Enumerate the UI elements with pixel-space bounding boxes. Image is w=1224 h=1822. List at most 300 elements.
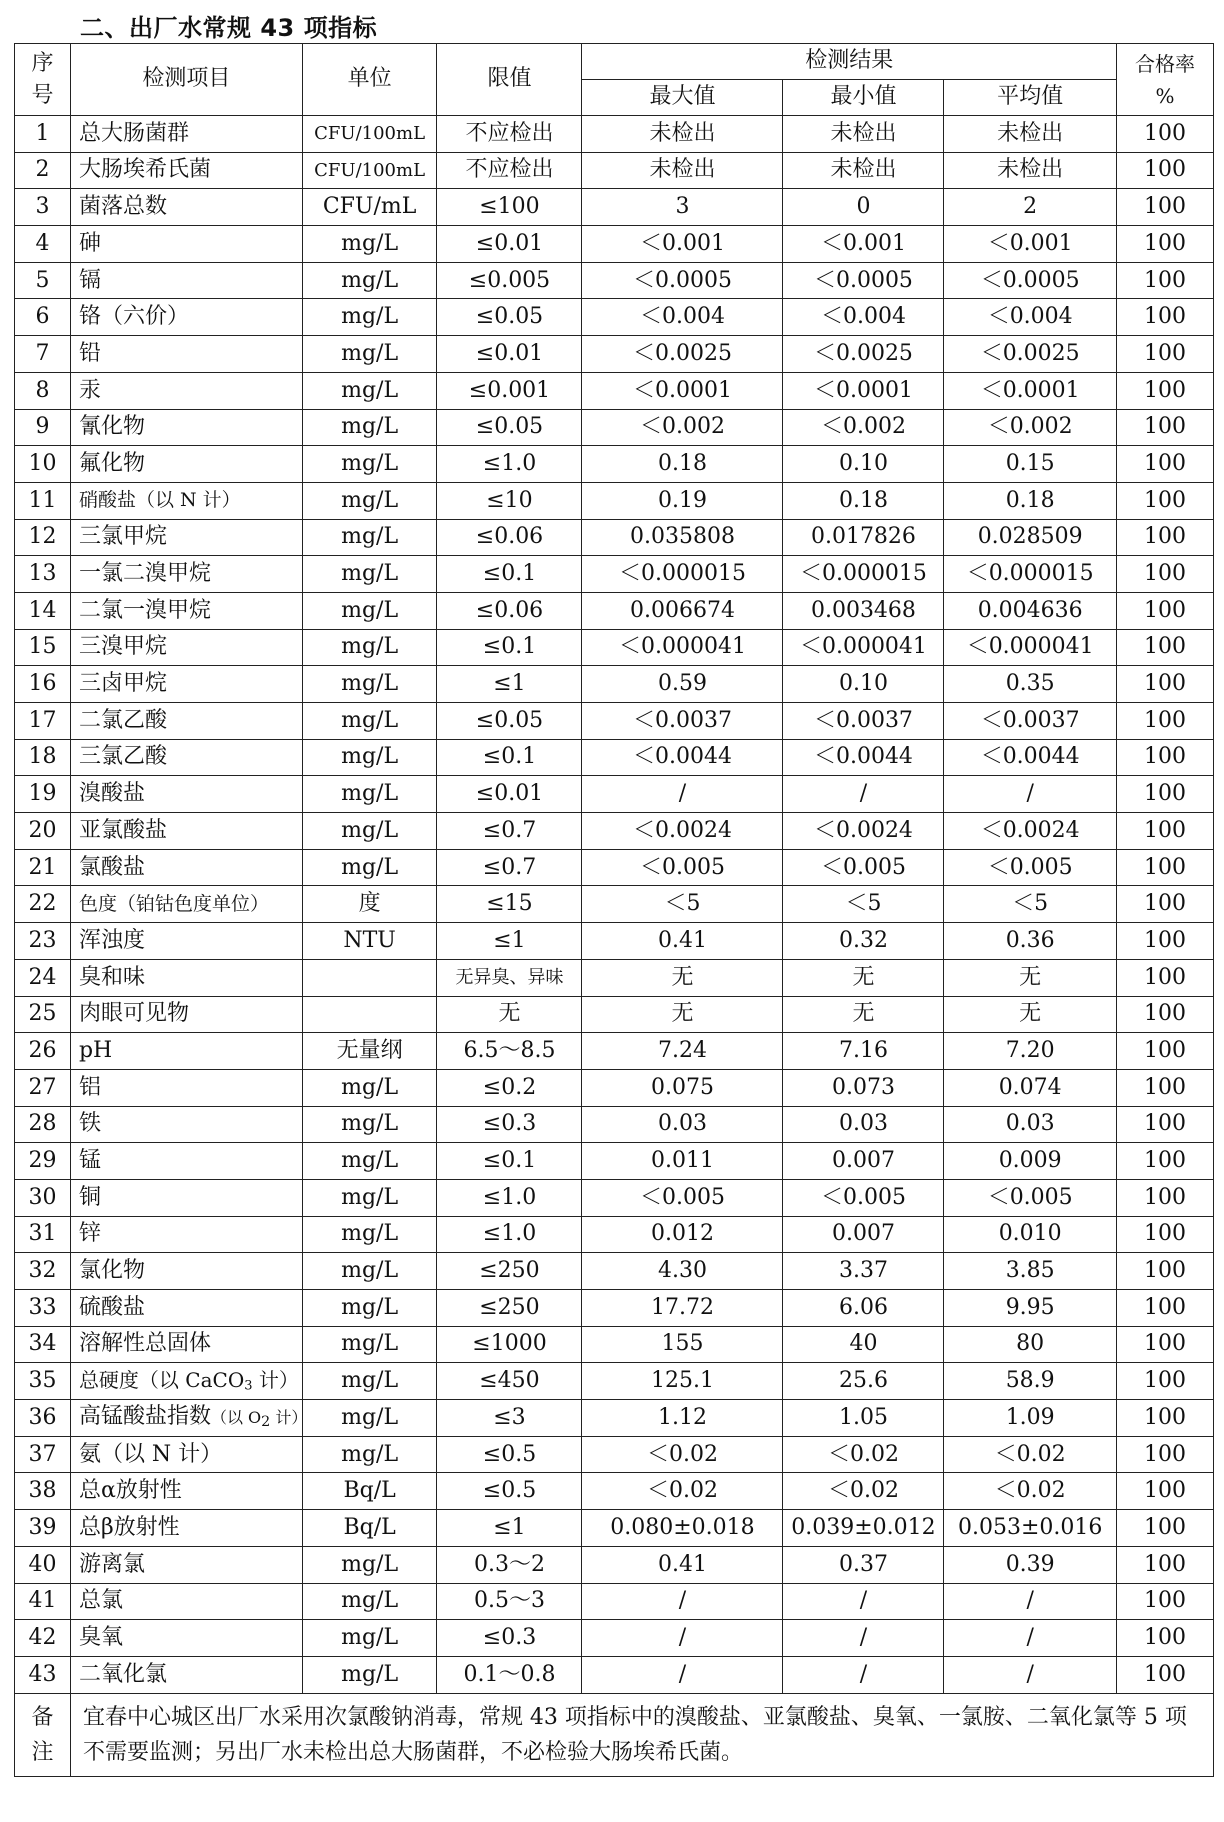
row-min: 未检出 — [783, 116, 944, 153]
table-row — [15, 1436, 1214, 1473]
row-item: 镉 — [70, 262, 302, 299]
row-rate: 100 — [1116, 1363, 1213, 1400]
row-max: 3 — [582, 189, 783, 226]
row-item: 砷 — [70, 226, 302, 263]
row-item: 氟化物 — [70, 446, 302, 483]
row-limit: ≤0.1 — [437, 629, 582, 666]
table-row — [15, 409, 1214, 446]
note-label — [15, 1693, 71, 1776]
row-avg: ＜0.000015 — [944, 556, 1116, 593]
row-rate: 100 — [1116, 336, 1213, 373]
row-max: 0.41 — [582, 923, 783, 960]
table-row — [15, 1656, 1214, 1693]
header-limit: 限值 — [437, 44, 582, 116]
row-rate: 100 — [1116, 446, 1213, 483]
row-rate: 100 — [1116, 1179, 1213, 1216]
table-row — [15, 1216, 1214, 1253]
row-rate: 100 — [1116, 1583, 1213, 1620]
row-unit: mg/L — [302, 1620, 437, 1657]
row-rate: 100 — [1116, 299, 1213, 336]
row-item: 臭和味 — [70, 959, 302, 996]
row-rate: 100 — [1116, 1033, 1213, 1070]
table-row — [15, 152, 1214, 189]
row-item: 色度（铂钴色度单位） — [70, 886, 302, 923]
row-rate: 100 — [1116, 409, 1213, 446]
row-item-text: 高锰酸盐指数 — [78, 1404, 211, 1430]
row-number: 9 — [15, 409, 71, 446]
row-item-note: （以 O — [210, 1408, 262, 1428]
header-rate-line2: % — [1155, 83, 1175, 108]
row-max: / — [582, 1620, 783, 1657]
row-avg: ＜0.000041 — [944, 629, 1116, 666]
row-max: ＜0.02 — [582, 1473, 783, 1510]
row-min: 3.37 — [783, 1253, 944, 1290]
row-limit: ≤450 — [437, 1363, 582, 1400]
water-quality-table — [14, 43, 1214, 1777]
row-avg: 0.010 — [944, 1216, 1116, 1253]
row-rate: 100 — [1116, 776, 1213, 813]
row-number: 15 — [15, 629, 71, 666]
row-limit: ≤0.05 — [437, 299, 582, 336]
row-number: 6 — [15, 299, 71, 336]
row-rate: 100 — [1116, 116, 1213, 153]
table-row — [15, 189, 1214, 226]
table-row — [15, 1363, 1214, 1400]
row-max: 0.19 — [582, 482, 783, 519]
row-limit: ≤250 — [437, 1253, 582, 1290]
row-limit: 6.5～8.5 — [437, 1033, 582, 1070]
row-number: 22 — [15, 886, 71, 923]
header-max: 最大值 — [582, 80, 783, 116]
row-avg: 未检出 — [944, 152, 1116, 189]
row-number: 1 — [15, 116, 71, 153]
row-min: ＜0.02 — [783, 1436, 944, 1473]
row-rate: 100 — [1116, 1473, 1213, 1510]
row-item: pH — [70, 1033, 302, 1070]
row-max: ＜0.002 — [582, 409, 783, 446]
row-rate: 100 — [1116, 703, 1213, 740]
row-min: 25.6 — [783, 1363, 944, 1400]
table-row — [15, 1253, 1214, 1290]
row-avg: / — [944, 1620, 1116, 1657]
table-row — [15, 592, 1214, 629]
row-rate: 100 — [1116, 1143, 1213, 1180]
row-max: 0.18 — [582, 446, 783, 483]
row-max: 0.012 — [582, 1216, 783, 1253]
table-row — [15, 1510, 1214, 1547]
table-row — [15, 299, 1214, 336]
row-min: 未检出 — [783, 152, 944, 189]
row-rate: 100 — [1116, 519, 1213, 556]
table-row — [15, 1106, 1214, 1143]
row-max: 未检出 — [582, 116, 783, 153]
row-number: 31 — [15, 1216, 71, 1253]
row-number: 32 — [15, 1253, 71, 1290]
row-number: 10 — [15, 446, 71, 483]
row-limit: 0.1～0.8 — [437, 1656, 582, 1693]
row-avg: 0.36 — [944, 923, 1116, 960]
row-min: / — [783, 1656, 944, 1693]
row-unit: mg/L — [302, 849, 437, 886]
row-item-subscript: 2 — [261, 1413, 271, 1430]
row-item-suffix: 计） — [270, 1408, 308, 1428]
row-avg: 0.03 — [944, 1106, 1116, 1143]
row-min: / — [783, 776, 944, 813]
row-limit: ≤3 — [437, 1400, 582, 1437]
row-number: 29 — [15, 1143, 71, 1180]
row-unit: mg/L — [302, 1216, 437, 1253]
table-row — [15, 1179, 1214, 1216]
row-avg: ＜0.001 — [944, 226, 1116, 263]
row-number: 16 — [15, 666, 71, 703]
row-max: 0.59 — [582, 666, 783, 703]
table-row — [15, 996, 1214, 1033]
row-item: 溶解性总固体 — [70, 1326, 302, 1363]
row-item: 肉眼可见物 — [70, 996, 302, 1033]
note-row — [15, 1693, 1214, 1776]
row-item: 铜 — [70, 1179, 302, 1216]
row-limit: ≤0.7 — [437, 813, 582, 850]
row-rate: 100 — [1116, 996, 1213, 1033]
row-item: 总β放射性 — [70, 1510, 302, 1547]
row-min: ＜5 — [783, 886, 944, 923]
row-min: 0.039±0.012 — [783, 1510, 944, 1547]
row-item: 锌 — [70, 1216, 302, 1253]
row-avg: ＜0.0044 — [944, 739, 1116, 776]
row-item: 铝 — [70, 1069, 302, 1106]
row-avg: ＜0.005 — [944, 849, 1116, 886]
row-max: 0.03 — [582, 1106, 783, 1143]
row-min: 0.10 — [783, 446, 944, 483]
row-min: 0.32 — [783, 923, 944, 960]
row-min: ＜0.02 — [783, 1473, 944, 1510]
table-row — [15, 1473, 1214, 1510]
table-row — [15, 1033, 1214, 1070]
row-min: 0.003468 — [783, 592, 944, 629]
row-number: 2 — [15, 152, 71, 189]
row-rate: 100 — [1116, 739, 1213, 776]
row-limit: ≤0.06 — [437, 519, 582, 556]
row-avg: 无 — [944, 959, 1116, 996]
row-unit: mg/L — [302, 813, 437, 850]
row-avg: ＜0.02 — [944, 1473, 1116, 1510]
row-limit: ≤1.0 — [437, 1216, 582, 1253]
table-row — [15, 446, 1214, 483]
row-unit: mg/L — [302, 482, 437, 519]
row-item: 浑浊度 — [70, 923, 302, 960]
table-row — [15, 1326, 1214, 1363]
table-row — [15, 739, 1214, 776]
row-max: ＜0.000015 — [582, 556, 783, 593]
row-min: ＜0.002 — [783, 409, 944, 446]
row-unit: Bq/L — [302, 1510, 437, 1547]
row-unit: mg/L — [302, 1363, 437, 1400]
row-min: 6.06 — [783, 1290, 944, 1327]
header-row-1 — [15, 44, 1214, 80]
row-limit: ≤0.5 — [437, 1473, 582, 1510]
row-avg: 0.35 — [944, 666, 1116, 703]
row-min: / — [783, 1583, 944, 1620]
row-unit: mg/L — [302, 1546, 437, 1583]
table-row — [15, 1290, 1214, 1327]
row-unit: mg/L — [302, 666, 437, 703]
row-min: 0.007 — [783, 1143, 944, 1180]
row-unit: mg/L — [302, 1656, 437, 1693]
table-row — [15, 1069, 1214, 1106]
row-limit: ≤0.3 — [437, 1620, 582, 1657]
row-unit: mg/L — [302, 1436, 437, 1473]
row-unit: mg/L — [302, 556, 437, 593]
table-row — [15, 519, 1214, 556]
row-item: 氨（以 N 计） — [70, 1436, 302, 1473]
row-number: 28 — [15, 1106, 71, 1143]
row-rate: 100 — [1116, 226, 1213, 263]
row-max: 0.41 — [582, 1546, 783, 1583]
row-min: ＜0.005 — [783, 849, 944, 886]
row-rate: 100 — [1116, 556, 1213, 593]
row-max: 1.12 — [582, 1400, 783, 1437]
header-seq — [15, 44, 71, 116]
row-number: 26 — [15, 1033, 71, 1070]
row-min: ＜0.0037 — [783, 703, 944, 740]
row-rate: 100 — [1116, 1253, 1213, 1290]
row-limit: 无 — [437, 996, 582, 1033]
row-limit: ≤0.05 — [437, 703, 582, 740]
row-max: 125.1 — [582, 1363, 783, 1400]
row-max: / — [582, 1656, 783, 1693]
row-min: 无 — [783, 996, 944, 1033]
row-avg: 80 — [944, 1326, 1116, 1363]
row-limit: ≤0.01 — [437, 776, 582, 813]
table-row — [15, 1546, 1214, 1583]
row-avg: 2 — [944, 189, 1116, 226]
row-max: ＜0.001 — [582, 226, 783, 263]
table-row — [15, 482, 1214, 519]
table-row — [15, 1143, 1214, 1180]
row-limit: ≤0.01 — [437, 336, 582, 373]
row-limit: ≤0.7 — [437, 849, 582, 886]
table-row — [15, 1620, 1214, 1657]
row-min: ＜0.0024 — [783, 813, 944, 850]
row-avg: ＜0.004 — [944, 299, 1116, 336]
header-rate — [1116, 44, 1213, 116]
row-max: / — [582, 1583, 783, 1620]
row-number: 3 — [15, 189, 71, 226]
row-limit: ≤1 — [437, 923, 582, 960]
row-number: 8 — [15, 372, 71, 409]
row-item: 汞 — [70, 372, 302, 409]
row-limit: 不应检出 — [437, 152, 582, 189]
row-unit: mg/L — [302, 1143, 437, 1180]
row-min: 40 — [783, 1326, 944, 1363]
header-seq-line2: 号 — [31, 82, 54, 108]
row-unit: mg/L — [302, 1179, 437, 1216]
row-limit: ≤0.3 — [437, 1106, 582, 1143]
table-row — [15, 703, 1214, 740]
row-max: 未检出 — [582, 152, 783, 189]
table-row — [15, 226, 1214, 263]
row-limit: ≤0.5 — [437, 1436, 582, 1473]
row-unit: mg/L — [302, 1253, 437, 1290]
row-max: ＜0.0037 — [582, 703, 783, 740]
row-unit: mg/L — [302, 1326, 437, 1363]
row-max: ＜0.02 — [582, 1436, 783, 1473]
table-row — [15, 776, 1214, 813]
row-avg: ＜0.002 — [944, 409, 1116, 446]
row-max: 155 — [582, 1326, 783, 1363]
header-item: 检测项目 — [70, 44, 302, 116]
row-item: 游离氯 — [70, 1546, 302, 1583]
row-rate: 100 — [1116, 923, 1213, 960]
row-item: 铅 — [70, 336, 302, 373]
row-unit: NTU — [302, 923, 437, 960]
row-limit: ≤1.0 — [437, 1179, 582, 1216]
table-row — [15, 1400, 1214, 1437]
row-min: ＜0.0044 — [783, 739, 944, 776]
row-min: ＜0.0005 — [783, 262, 944, 299]
row-min: / — [783, 1620, 944, 1657]
row-rate: 100 — [1116, 959, 1213, 996]
row-limit: ≤0.1 — [437, 556, 582, 593]
row-item: 三溴甲烷 — [70, 629, 302, 666]
row-number: 41 — [15, 1583, 71, 1620]
row-rate: 100 — [1116, 1436, 1213, 1473]
row-min: ＜0.0001 — [783, 372, 944, 409]
row-min: ＜0.001 — [783, 226, 944, 263]
row-avg: 0.004636 — [944, 592, 1116, 629]
row-number: 24 — [15, 959, 71, 996]
row-number: 30 — [15, 1179, 71, 1216]
row-max: ＜0.0005 — [582, 262, 783, 299]
row-item-subscript: 3 — [244, 1378, 253, 1394]
row-avg: ＜0.0025 — [944, 336, 1116, 373]
row-avg: 0.074 — [944, 1069, 1116, 1106]
row-max: ＜0.0025 — [582, 336, 783, 373]
row-max: ＜0.005 — [582, 1179, 783, 1216]
row-max: ＜0.000041 — [582, 629, 783, 666]
row-avg: 1.09 — [944, 1400, 1116, 1437]
row-min: 0.073 — [783, 1069, 944, 1106]
row-number: 35 — [15, 1363, 71, 1400]
row-number: 34 — [15, 1326, 71, 1363]
row-min: 0.18 — [783, 482, 944, 519]
row-unit: mg/L — [302, 262, 437, 299]
row-number: 21 — [15, 849, 71, 886]
row-min: 0.37 — [783, 1546, 944, 1583]
row-max: 0.035808 — [582, 519, 783, 556]
row-max: 无 — [582, 996, 783, 1033]
row-limit: ≤1 — [437, 666, 582, 703]
row-unit: Bq/L — [302, 1473, 437, 1510]
row-number: 11 — [15, 482, 71, 519]
header-rate-line1: 合格率 — [1134, 51, 1195, 76]
table-row — [15, 629, 1214, 666]
row-min: 0 — [783, 189, 944, 226]
row-unit: mg/L — [302, 519, 437, 556]
row-limit: 0.3～2 — [437, 1546, 582, 1583]
row-limit: ≤0.1 — [437, 1143, 582, 1180]
row-item — [70, 1363, 302, 1400]
row-avg: 无 — [944, 996, 1116, 1033]
row-item: 三氯乙酸 — [70, 739, 302, 776]
row-min: 0.007 — [783, 1216, 944, 1253]
row-avg: ＜0.0005 — [944, 262, 1116, 299]
row-item: 氯化物 — [70, 1253, 302, 1290]
row-avg: 3.85 — [944, 1253, 1116, 1290]
row-number: 14 — [15, 592, 71, 629]
note-label-line1: 备 — [31, 1704, 54, 1730]
row-item: 硫酸盐 — [70, 1290, 302, 1327]
row-rate: 100 — [1116, 666, 1213, 703]
row-max: 17.72 — [582, 1290, 783, 1327]
row-item: 铁 — [70, 1106, 302, 1143]
row-item-suffix: 计） — [252, 1367, 299, 1392]
header-unit: 单位 — [302, 44, 437, 116]
row-max: 0.006674 — [582, 592, 783, 629]
row-max: 0.075 — [582, 1069, 783, 1106]
row-limit: ≤1.0 — [437, 446, 582, 483]
row-number: 19 — [15, 776, 71, 813]
table-row — [15, 116, 1214, 153]
header-min: 最小值 — [783, 80, 944, 116]
row-unit: mg/L — [302, 629, 437, 666]
row-avg: 0.009 — [944, 1143, 1116, 1180]
row-rate: 100 — [1116, 629, 1213, 666]
row-item: 硝酸盐（以 N 计） — [70, 482, 302, 519]
header-avg: 平均值 — [944, 80, 1116, 116]
row-avg: ＜0.005 — [944, 1179, 1116, 1216]
row-min: ＜0.000041 — [783, 629, 944, 666]
row-avg: / — [944, 1583, 1116, 1620]
row-max: 7.24 — [582, 1033, 783, 1070]
row-number: 33 — [15, 1290, 71, 1327]
header-results: 检测结果 — [582, 44, 1116, 80]
row-item: 一氯二溴甲烷 — [70, 556, 302, 593]
row-avg: 0.39 — [944, 1546, 1116, 1583]
row-unit: mg/L — [302, 592, 437, 629]
row-max: ＜0.0044 — [582, 739, 783, 776]
row-limit: 无异臭、异味 — [437, 959, 582, 996]
row-avg: / — [944, 776, 1116, 813]
row-limit: ≤0.2 — [437, 1069, 582, 1106]
row-number: 38 — [15, 1473, 71, 1510]
row-max: 0.080±0.018 — [582, 1510, 783, 1547]
row-item — [70, 1400, 308, 1437]
row-unit: mg/L — [302, 336, 437, 373]
row-unit: mg/L — [302, 226, 437, 263]
row-rate: 100 — [1116, 262, 1213, 299]
row-unit: CFU/100mL — [302, 152, 437, 189]
row-unit: mg/L — [302, 1106, 437, 1143]
row-rate: 100 — [1116, 1069, 1213, 1106]
row-min: ＜0.000015 — [783, 556, 944, 593]
row-avg: ＜0.0024 — [944, 813, 1116, 850]
row-item: 锰 — [70, 1143, 302, 1180]
row-unit: mg/L — [302, 1290, 437, 1327]
row-number: 40 — [15, 1546, 71, 1583]
table-row — [15, 849, 1214, 886]
row-max: ＜0.004 — [582, 299, 783, 336]
row-item: 亚氯酸盐 — [70, 813, 302, 850]
row-item: 氯酸盐 — [70, 849, 302, 886]
row-unit: 度 — [302, 886, 437, 923]
row-max: ＜0.0001 — [582, 372, 783, 409]
row-item: 二氯一溴甲烷 — [70, 592, 302, 629]
row-number: 27 — [15, 1069, 71, 1106]
row-rate: 100 — [1116, 1546, 1213, 1583]
row-rate: 100 — [1116, 813, 1213, 850]
row-avg: 7.20 — [944, 1033, 1116, 1070]
